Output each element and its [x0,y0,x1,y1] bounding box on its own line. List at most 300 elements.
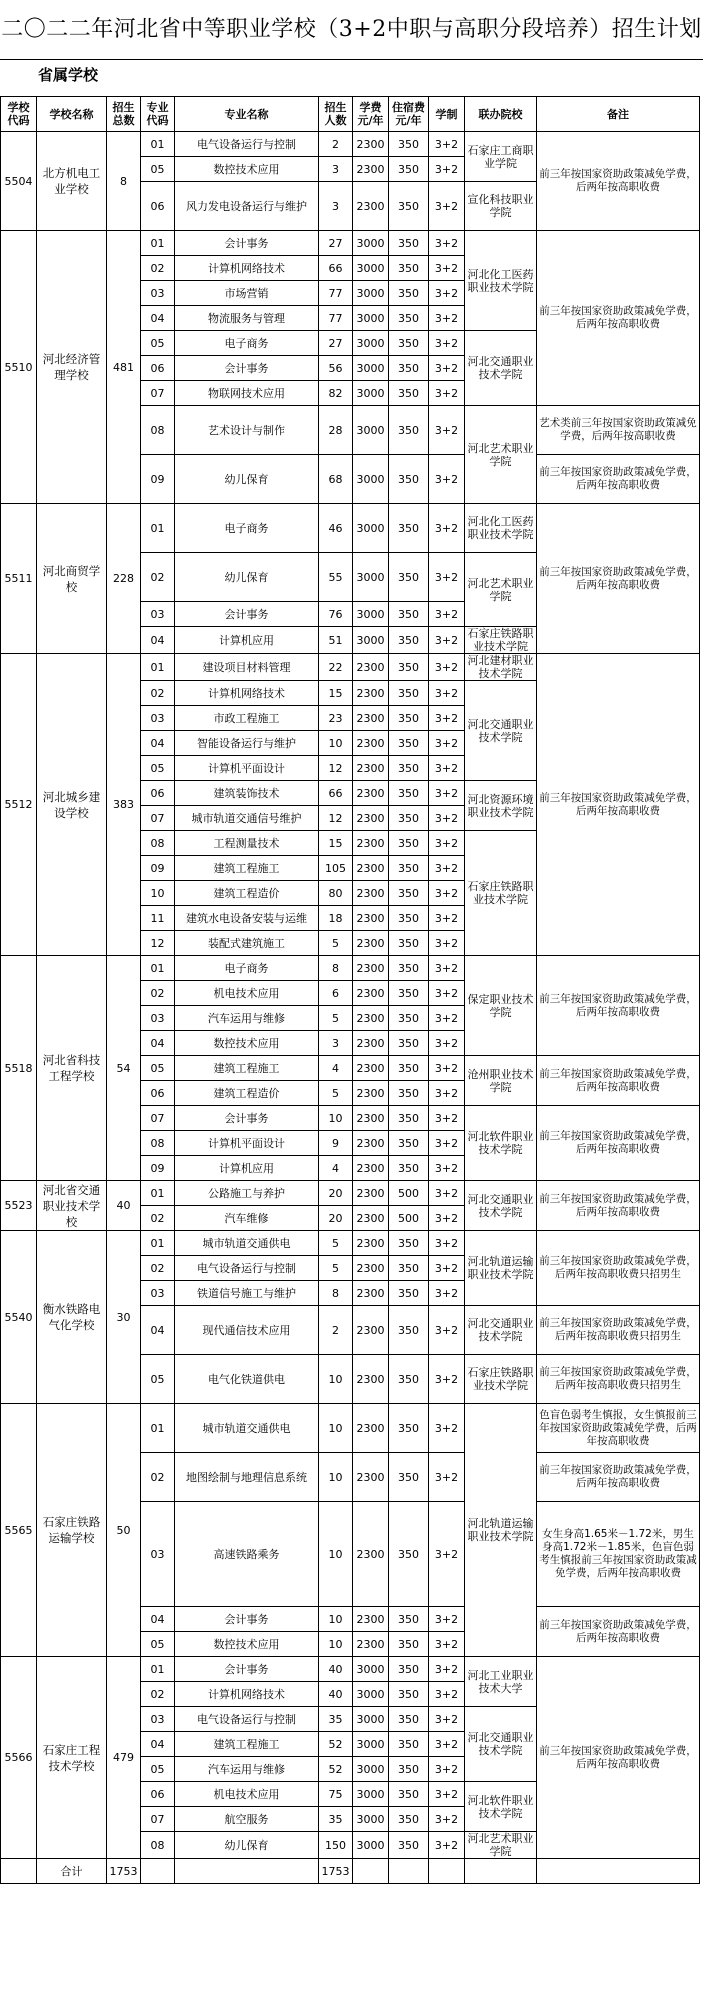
major-name: 智能设备运行与维护 [175,731,319,756]
school-code: 5523 [1,1181,37,1231]
total-spacer [465,1859,537,1884]
dorm-fee: 350 [389,331,429,356]
dorm-fee: 350 [389,132,429,157]
header-row [1,97,700,132]
partner-college: 保定职业技术学院 [465,956,537,1056]
study-system: 3+2 [429,1657,465,1682]
major-code: 04 [141,627,175,654]
school-code: 5510 [1,231,37,504]
school-code: 5565 [1,1404,37,1657]
enroll-count: 12 [319,806,353,831]
major-code: 05 [141,1632,175,1657]
enroll-count: 55 [319,553,353,602]
dorm-fee: 350 [389,1256,429,1281]
major-name: 建筑工程施工 [175,1732,319,1757]
major-code: 04 [141,306,175,331]
tuition-fee: 2300 [353,806,389,831]
tuition-fee: 2300 [353,1056,389,1081]
remark: 前三年按国家资助政策减免学费，后两年按高职收费 [537,504,700,654]
partner-college: 河北化工医药职业技术学院 [465,231,537,331]
table-row [1,132,700,157]
study-system: 3+2 [429,956,465,981]
major-code: 07 [141,806,175,831]
major-name: 建筑工程造价 [175,1081,319,1106]
study-system: 3+2 [429,231,465,256]
enroll-count: 77 [319,281,353,306]
enroll-count: 46 [319,504,353,553]
study-system: 3+2 [429,1231,465,1256]
dorm-fee: 350 [389,731,429,756]
dorm-fee: 500 [389,1206,429,1231]
partner-college: 河北交通职业技术学院 [465,681,537,781]
major-name: 城市轨道交通供电 [175,1231,319,1256]
tuition-fee: 2300 [353,831,389,856]
dorm-fee: 350 [389,906,429,931]
major-name: 幼儿保育 [175,553,319,602]
tuition-fee: 2300 [353,1231,389,1256]
dorm-fee: 350 [389,1081,429,1106]
major-code: 01 [141,1404,175,1453]
tuition-fee: 2300 [353,681,389,706]
enroll-count: 10 [319,731,353,756]
study-system: 3+2 [429,1782,465,1807]
tuition-fee: 2300 [353,756,389,781]
grand-total: 1753 [107,1859,141,1884]
major-code: 02 [141,981,175,1006]
dorm-fee: 500 [389,1181,429,1206]
major-code: 05 [141,1757,175,1782]
major-name: 建筑工程施工 [175,1056,319,1081]
dorm-fee: 350 [389,157,429,182]
partner-college: 河北交通职业技术学院 [465,331,537,406]
major-code: 05 [141,756,175,781]
tuition-fee: 2300 [353,781,389,806]
major-code: 05 [141,331,175,356]
dorm-fee: 350 [389,381,429,406]
partner-college: 河北艺术职业学院 [465,1832,537,1859]
major-code: 02 [141,256,175,281]
tuition-fee: 2300 [353,1453,389,1502]
dorm-fee: 350 [389,1807,429,1832]
major-code: 02 [141,1206,175,1231]
tuition-fee: 3000 [353,627,389,654]
tuition-fee: 3000 [353,602,389,627]
total-spacer [141,1859,175,1884]
enroll-count: 77 [319,306,353,331]
school-name: 北方机电工业学校 [37,132,107,231]
enroll-count: 35 [319,1707,353,1732]
dorm-fee: 350 [389,1732,429,1757]
tuition-fee: 2300 [353,1206,389,1231]
major-code: 01 [141,132,175,157]
tuition-fee: 2300 [353,906,389,931]
major-code: 05 [141,1355,175,1404]
major-name: 计算机平面设计 [175,1131,319,1156]
study-system: 3+2 [429,1006,465,1031]
enroll-count: 68 [319,455,353,504]
study-system: 3+2 [429,1206,465,1231]
major-code: 04 [141,1306,175,1355]
tuition-fee: 3000 [353,381,389,406]
study-system: 3+2 [429,1607,465,1632]
table-row [1,956,700,981]
study-system: 3+2 [429,1056,465,1081]
major-code: 06 [141,356,175,381]
school-total: 50 [107,1404,141,1657]
dorm-fee: 350 [389,1156,429,1181]
study-system: 3+2 [429,1306,465,1355]
major-name: 电气设备运行与控制 [175,132,319,157]
major-code: 02 [141,1453,175,1502]
tuition-fee: 2300 [353,1156,389,1181]
total-row [1,1859,700,1884]
tuition-fee: 2300 [353,654,389,681]
tuition-fee: 3000 [353,281,389,306]
dorm-fee: 350 [389,706,429,731]
tuition-fee: 3000 [353,553,389,602]
dorm-fee: 350 [389,553,429,602]
dorm-fee: 350 [389,1355,429,1404]
tuition-fee: 3000 [353,1757,389,1782]
study-system: 3+2 [429,356,465,381]
school-code: 5566 [1,1657,37,1859]
remark: 前三年按国家资助政策减免学费，后两年按高职收费 [537,654,700,956]
enroll-count: 8 [319,1281,353,1306]
tuition-fee: 2300 [353,1006,389,1031]
dorm-fee: 350 [389,1782,429,1807]
remark: 前三年按国家资助政策减免学费，后两年按高职收费 [537,132,700,231]
school-total: 479 [107,1657,141,1859]
enroll-count: 4 [319,1056,353,1081]
tuition-fee: 3000 [353,1832,389,1859]
major-code: 08 [141,406,175,455]
major-code: 10 [141,881,175,906]
dorm-fee: 350 [389,1832,429,1859]
tuition-fee: 2300 [353,1306,389,1355]
enroll-count: 3 [319,157,353,182]
tuition-fee: 2300 [353,881,389,906]
major-name: 电气设备运行与控制 [175,1707,319,1732]
dorm-fee: 350 [389,1632,429,1657]
remark: 前三年按国家资助政策减免学费，后两年按高职收费只招男生 [537,1231,700,1306]
dorm-fee: 350 [389,1306,429,1355]
partner-college: 河北建材职业技术学院 [465,654,537,681]
tuition-fee: 3000 [353,356,389,381]
school-total: 40 [107,1181,141,1231]
enroll-count: 2 [319,1306,353,1355]
column-header: 备注 [537,97,700,132]
partner-college: 河北交通职业技术学院 [465,1707,537,1782]
dorm-fee: 350 [389,1757,429,1782]
major-name: 物流服务与管理 [175,306,319,331]
study-system: 3+2 [429,132,465,157]
major-name: 建设项目材料管理 [175,654,319,681]
column-header: 学校代码 [1,97,37,132]
study-system: 3+2 [429,1081,465,1106]
enroll-count: 10 [319,1502,353,1607]
enroll-count: 28 [319,406,353,455]
dorm-fee: 350 [389,231,429,256]
enroll-count: 6 [319,981,353,1006]
total-spacer [429,1859,465,1884]
study-system: 3+2 [429,182,465,231]
partner-college: 河北交通职业技术学院 [465,1181,537,1231]
major-name: 计算机应用 [175,627,319,654]
major-name: 会计事务 [175,1106,319,1131]
remark: 前三年按国家资助政策减免学费，后两年按高职收费 [537,1607,700,1657]
study-system: 3+2 [429,1131,465,1156]
major-code: 01 [141,654,175,681]
study-system: 3+2 [429,1707,465,1732]
enroll-count: 10 [319,1607,353,1632]
school-name: 河北省交通职业技术学校 [37,1181,107,1231]
school-name: 河北省科技工程学校 [37,956,107,1181]
study-system: 3+2 [429,1404,465,1453]
study-system: 3+2 [429,381,465,406]
remark: 艺术类前三年按国家资助政策减免学费，后两年按高职收费 [537,406,700,455]
major-name: 机电技术应用 [175,1782,319,1807]
column-header: 专业代码 [141,97,175,132]
partner-college: 河北交通职业技术学院 [465,1306,537,1355]
school-code: 5511 [1,504,37,654]
study-system: 3+2 [429,256,465,281]
major-name: 计算机网络技术 [175,1682,319,1707]
major-name: 数控技术应用 [175,157,319,182]
tuition-fee: 2300 [353,1404,389,1453]
partner-college: 石家庄铁路职业技术学院 [465,627,537,654]
tuition-fee: 2300 [353,731,389,756]
major-name: 幼儿保育 [175,1832,319,1859]
table-row [1,231,700,256]
major-code: 03 [141,1006,175,1031]
enroll-count: 51 [319,627,353,654]
major-name: 数控技术应用 [175,1031,319,1056]
tuition-fee: 3000 [353,231,389,256]
partner-college: 石家庄铁路职业技术学院 [465,831,537,956]
study-system: 3+2 [429,627,465,654]
partner-college: 河北工业职业技术大学 [465,1657,537,1707]
dorm-fee: 350 [389,1404,429,1453]
remark: 前三年按国家资助政策减免学费，后两年按高职收费只招男生 [537,1355,700,1404]
enroll-count: 40 [319,1657,353,1682]
column-header: 学费元/年 [353,97,389,132]
enroll-count: 3 [319,182,353,231]
major-code: 08 [141,831,175,856]
study-system: 3+2 [429,1682,465,1707]
tuition-fee: 3000 [353,1732,389,1757]
study-system: 3+2 [429,756,465,781]
major-name: 电子商务 [175,504,319,553]
partner-college: 石家庄工商职业学院 [465,132,537,182]
major-code: 01 [141,231,175,256]
enroll-count: 52 [319,1732,353,1757]
major-name: 汽车维修 [175,1206,319,1231]
dorm-fee: 350 [389,956,429,981]
tuition-fee: 2300 [353,1281,389,1306]
major-name: 航空服务 [175,1807,319,1832]
study-system: 3+2 [429,504,465,553]
enroll-count: 10 [319,1404,353,1453]
remark: 前三年按国家资助政策减免学费，后两年按高职收费 [537,455,700,504]
partner-college: 河北轨道运输职业技术学院 [465,1404,537,1657]
tuition-fee: 3000 [353,455,389,504]
dorm-fee: 350 [389,504,429,553]
dorm-fee: 350 [389,881,429,906]
major-name: 电子商务 [175,331,319,356]
major-name: 会计事务 [175,602,319,627]
dorm-fee: 350 [389,781,429,806]
study-system: 3+2 [429,602,465,627]
major-code: 04 [141,1607,175,1632]
major-code: 01 [141,1181,175,1206]
remark: 前三年按国家资助政策减免学费，后两年按高职收费只招男生 [537,1306,700,1355]
table-row [1,654,700,681]
column-header: 联办院校 [465,97,537,132]
dorm-fee: 350 [389,1006,429,1031]
remark: 前三年按国家资助政策减免学费，后两年按高职收费 [537,1657,700,1859]
enroll-count: 56 [319,356,353,381]
enroll-count: 5 [319,1231,353,1256]
study-system: 3+2 [429,856,465,881]
dorm-fee: 350 [389,1031,429,1056]
study-system: 3+2 [429,157,465,182]
total-spacer [175,1859,319,1884]
dorm-fee: 350 [389,627,429,654]
total-spacer [1,1859,37,1884]
dorm-fee: 350 [389,602,429,627]
major-name: 会计事务 [175,1607,319,1632]
major-name: 数控技术应用 [175,1632,319,1657]
dorm-fee: 350 [389,356,429,381]
remark: 女生身高1.65米－1.72米，男生身高1.72米－1.85米，色盲色弱考生慎报前三年按国家资助政策减免学费，后两年按高职收费 [537,1502,700,1607]
remark: 前三年按国家资助政策减免学费，后两年按高职收费 [537,956,700,1056]
study-system: 3+2 [429,1355,465,1404]
major-name: 幼儿保育 [175,455,319,504]
remark: 前三年按国家资助政策减免学费，后两年按高职收费 [537,1056,700,1106]
major-code: 07 [141,381,175,406]
tuition-fee: 2300 [353,706,389,731]
dorm-fee: 350 [389,281,429,306]
enroll-count: 105 [319,856,353,881]
school-total: 228 [107,504,141,654]
major-name: 现代通信技术应用 [175,1306,319,1355]
enroll-count: 5 [319,1006,353,1031]
major-code: 04 [141,1732,175,1757]
tuition-fee: 2300 [353,981,389,1006]
enroll-count: 12 [319,756,353,781]
table-body [1,132,700,1884]
major-code: 03 [141,706,175,731]
dorm-fee: 350 [389,981,429,1006]
study-system: 3+2 [429,455,465,504]
major-code: 06 [141,1782,175,1807]
major-name: 工程测量技术 [175,831,319,856]
partner-college: 河北资源环境职业技术学院 [465,781,537,831]
major-name: 风力发电设备运行与维护 [175,182,319,231]
dorm-fee: 350 [389,1682,429,1707]
major-code: 09 [141,856,175,881]
title-divider [0,59,703,60]
study-system: 3+2 [429,281,465,306]
major-name: 高速铁路乘务 [175,1502,319,1607]
major-name: 地图绘制与地理信息系统 [175,1453,319,1502]
total-enroll: 1753 [319,1859,353,1884]
partner-college: 河北软件职业技术学院 [465,1106,537,1181]
study-system: 3+2 [429,1453,465,1502]
remark: 前三年按国家资助政策减免学费，后两年按高职收费 [537,1453,700,1502]
major-code: 12 [141,931,175,956]
major-code: 06 [141,1081,175,1106]
major-name: 建筑水电设备安装与运维 [175,906,319,931]
school-name: 衡水铁路电气化学校 [37,1231,107,1404]
tuition-fee: 3000 [353,504,389,553]
dorm-fee: 350 [389,931,429,956]
enroll-count: 5 [319,931,353,956]
tuition-fee: 2300 [353,1355,389,1404]
major-code: 03 [141,281,175,306]
study-system: 3+2 [429,806,465,831]
major-code: 04 [141,1031,175,1056]
study-system: 3+2 [429,331,465,356]
enroll-count: 80 [319,881,353,906]
partner-college: 河北轨道运输职业技术学院 [465,1231,537,1306]
major-name: 会计事务 [175,1657,319,1682]
enroll-count: 10 [319,1355,353,1404]
study-system: 3+2 [429,1807,465,1832]
study-system: 3+2 [429,706,465,731]
dorm-fee: 350 [389,1707,429,1732]
tuition-fee: 2300 [353,931,389,956]
tuition-fee: 2300 [353,157,389,182]
table-row [1,1404,700,1453]
enroll-count: 10 [319,1453,353,1502]
partner-college: 宣化科技职业学院 [465,182,537,231]
major-code: 03 [141,1281,175,1306]
dorm-fee: 350 [389,182,429,231]
study-system: 3+2 [429,681,465,706]
tuition-fee: 2300 [353,1607,389,1632]
major-code: 05 [141,157,175,182]
enroll-count: 3 [319,1031,353,1056]
tuition-fee: 2300 [353,1031,389,1056]
major-code: 03 [141,1707,175,1732]
study-system: 3+2 [429,553,465,602]
enroll-count: 10 [319,1632,353,1657]
school-total: 383 [107,654,141,956]
study-system: 3+2 [429,906,465,931]
enroll-count: 35 [319,1807,353,1832]
major-name: 城市轨道交通供电 [175,1404,319,1453]
major-code: 02 [141,1682,175,1707]
tuition-fee: 3000 [353,256,389,281]
enroll-count: 52 [319,1757,353,1782]
dorm-fee: 350 [389,756,429,781]
enroll-count: 22 [319,654,353,681]
page-title: 二〇二二年河北省中等职业学校（3+2中职与高职分段培养）招生计划 [1,17,702,42]
major-code: 07 [141,1807,175,1832]
school-name: 河北商贸学校 [37,504,107,654]
school-total: 30 [107,1231,141,1404]
tuition-fee: 2300 [353,1502,389,1607]
enroll-count: 76 [319,602,353,627]
enroll-count: 18 [319,906,353,931]
major-code: 05 [141,1056,175,1081]
partner-college: 石家庄铁路职业技术学院 [465,1355,537,1404]
school-name: 石家庄工程技术学校 [37,1657,107,1859]
major-name: 电气化铁道供电 [175,1355,319,1404]
tuition-fee: 3000 [353,1707,389,1732]
tuition-fee: 3000 [353,1657,389,1682]
